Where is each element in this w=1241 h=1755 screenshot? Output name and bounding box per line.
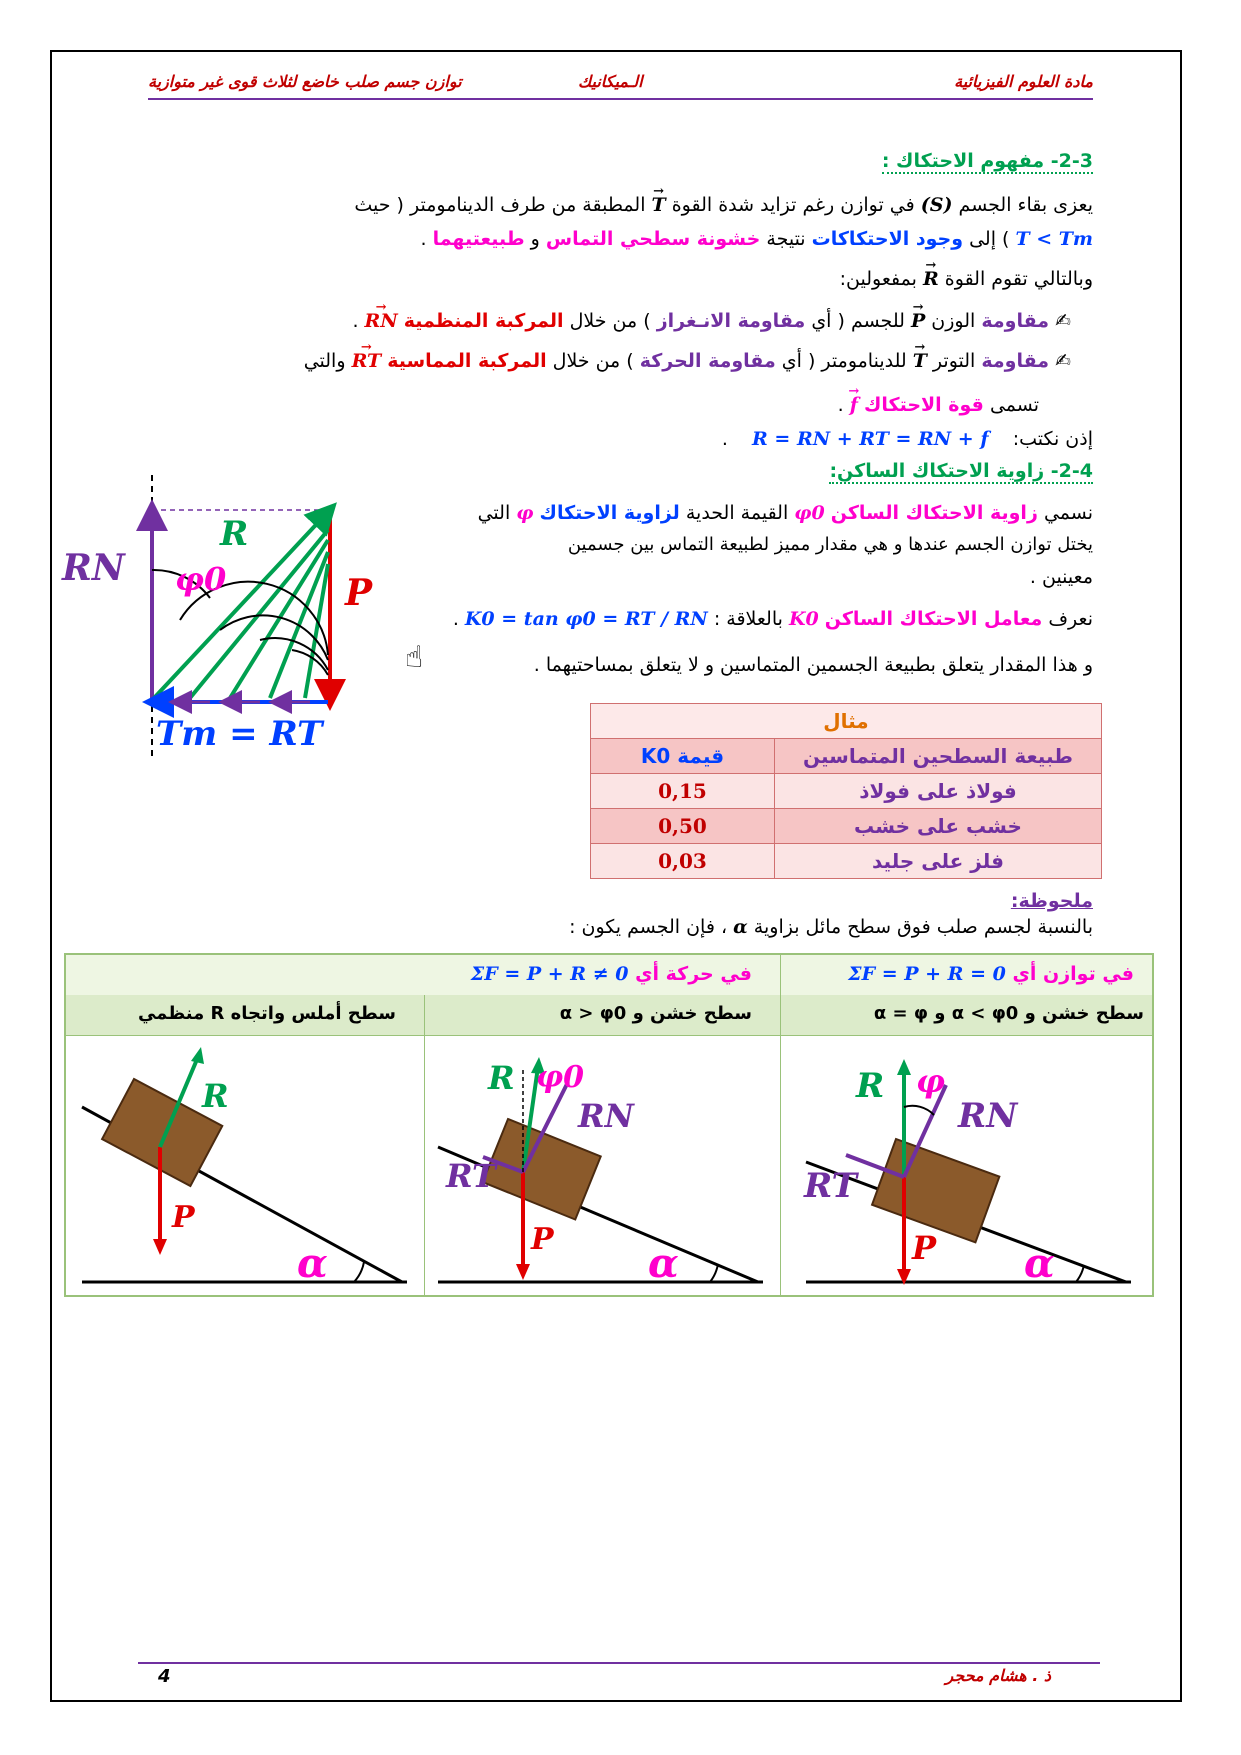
col-header-value: قيمة K0: [591, 739, 775, 774]
label-p: P: [345, 572, 373, 614]
svg-text:φ: φ: [916, 1062, 945, 1100]
svg-text:α: α: [297, 1240, 328, 1287]
hand-pointer-icon: ☝: [405, 640, 424, 675]
svg-text:R: R: [856, 1066, 885, 1106]
k0-equation: K0 = tan φ0 = RT / RN: [464, 608, 708, 630]
table-row: فلز على جليد 0,03: [591, 844, 1102, 879]
svg-text:RT: RT: [446, 1157, 496, 1195]
writing-hand-icon: ✍: [1055, 310, 1071, 332]
friction-line-1: يعزى بقاء الجسم (S) في توازن رغم تزايد شدة القوة → T المطبقة من طرف الدينامومتر ( حيث: [354, 192, 1093, 218]
label-rn: RN: [62, 547, 125, 589]
header-lesson: توازن جسم صلب خاضع لثلاث قوى غير متوازية: [148, 72, 462, 91]
equilibrium-header: في توازن أي ΣF = P + R = 0: [848, 963, 1134, 985]
svg-text:R: R: [488, 1059, 515, 1097]
footer-divider: [138, 1662, 1100, 1664]
angle-line-4: نعرف معامل الاحتكاك الساكن K0 بالعلاقة : K0 = tan φ0 = RT / RN .: [452, 608, 1093, 630]
case-col-1-header: سطح خشن و α < φ0 و α = φ: [873, 1003, 1144, 1024]
svg-text:P: P: [172, 1200, 195, 1235]
footer-author: ذ . هشام محجر: [945, 1666, 1051, 1685]
svg-text:α: α: [1024, 1240, 1055, 1287]
note-text: بالنسبة لجسم صلب فوق سطح مائل بزاوية α ، فإن الجسم يكون :: [569, 916, 1093, 938]
motion-header: في حركة أي ΣF = P + R ≠ 0: [470, 963, 752, 985]
svg-text:P: P: [531, 1222, 554, 1257]
svg-text:RN: RN: [958, 1096, 1018, 1136]
label-phi0: φ0: [175, 560, 227, 598]
svg-text:P: P: [912, 1229, 937, 1267]
example-table-title: مثال: [591, 704, 1102, 739]
friction-equation-line: إذن نكتب: R = RN + RT = RN + f .: [721, 428, 1093, 450]
friction-angle-figure: [60, 470, 380, 760]
incline-figure-equilibrium: [786, 1037, 1146, 1291]
note-title: ملحوظة:: [1010, 890, 1093, 912]
label-tm-rt: Tm = RT: [156, 714, 323, 754]
friction-bullet-1: ✍ مقاومة الوزن → P للجسم ( أي مقاومة الانـغراز ) من خلال المركبة المنظمية → RN .: [352, 308, 1071, 334]
svg-text:α: α: [648, 1240, 679, 1287]
angle-line-2: يختل توازن الجسم عندها و هي مقدار مميز لطبيعة التماس بين جسمين: [567, 534, 1093, 555]
header-domain: الـميكانيك: [578, 72, 643, 91]
cases-grid: [64, 953, 1154, 1297]
header-subject: مادة العلوم الفيزيائية: [954, 72, 1093, 91]
friction-line-2: T < Tm ) إلى وجود الاحتكاكات نتيجة خشونة سطحي التماس و طبيعتيهما .: [420, 228, 1093, 250]
section-title-angle: 2-4- زاوية الاحتكاك الساكن:: [829, 460, 1093, 482]
friction-bullet-3: تسمى قوة الاحتكاك → f .: [838, 392, 1039, 418]
svg-text:R: R: [202, 1077, 229, 1115]
incline-figure-motion-rough: [428, 1037, 780, 1291]
section-title-friction: 2-3- مفهوم الاحتكاك :: [881, 150, 1093, 172]
case-col-2-header: سطح خشن و α > φ0: [559, 1003, 752, 1024]
incline-figure-smooth: [72, 1037, 422, 1291]
friction-equation: R = RN + RT = RN + f: [752, 428, 989, 450]
svg-text:φ0: φ0: [536, 1060, 585, 1095]
svg-text:RN: RN: [578, 1097, 634, 1135]
header-divider: [148, 98, 1093, 100]
table-row: فولاذ على فولاذ 0,15: [591, 774, 1102, 809]
svg-text:RT: RT: [804, 1166, 857, 1206]
page-number: 4: [158, 1666, 171, 1687]
case-col-3-header: سطح أملس واتجاه R منظمي: [137, 1003, 396, 1024]
example-table: [590, 703, 1102, 879]
friction-line-3: وبالتالي تقوم القوة → R بمفعولين:: [840, 266, 1093, 292]
table-row: خشب على خشب 0,50: [591, 809, 1102, 844]
writing-hand-icon: ✍: [1055, 350, 1071, 372]
label-r: R: [220, 514, 249, 554]
col-header-surfaces: طبيعة السطحين المتماسين: [774, 739, 1101, 774]
angle-line-1: نسمي زاوية الاحتكاك الساكن φ0 القيمة الحدية لزاوية الاحتكاك φ التي: [477, 502, 1093, 524]
angle-line-3: معينين .: [1029, 566, 1093, 588]
angle-line-5: و هذا المقدار يتعلق بطبيعة الجسمين المتماسين و لا يتعلق بمساحتيهما .: [533, 654, 1093, 676]
wooden-block: [872, 1139, 999, 1242]
friction-bullet-2: ✍ مقاومة التوتر → T للدينامومتر ( أي مقاومة الحركة ) من خلال المركبة المماسية → RT والتي: [304, 348, 1071, 374]
